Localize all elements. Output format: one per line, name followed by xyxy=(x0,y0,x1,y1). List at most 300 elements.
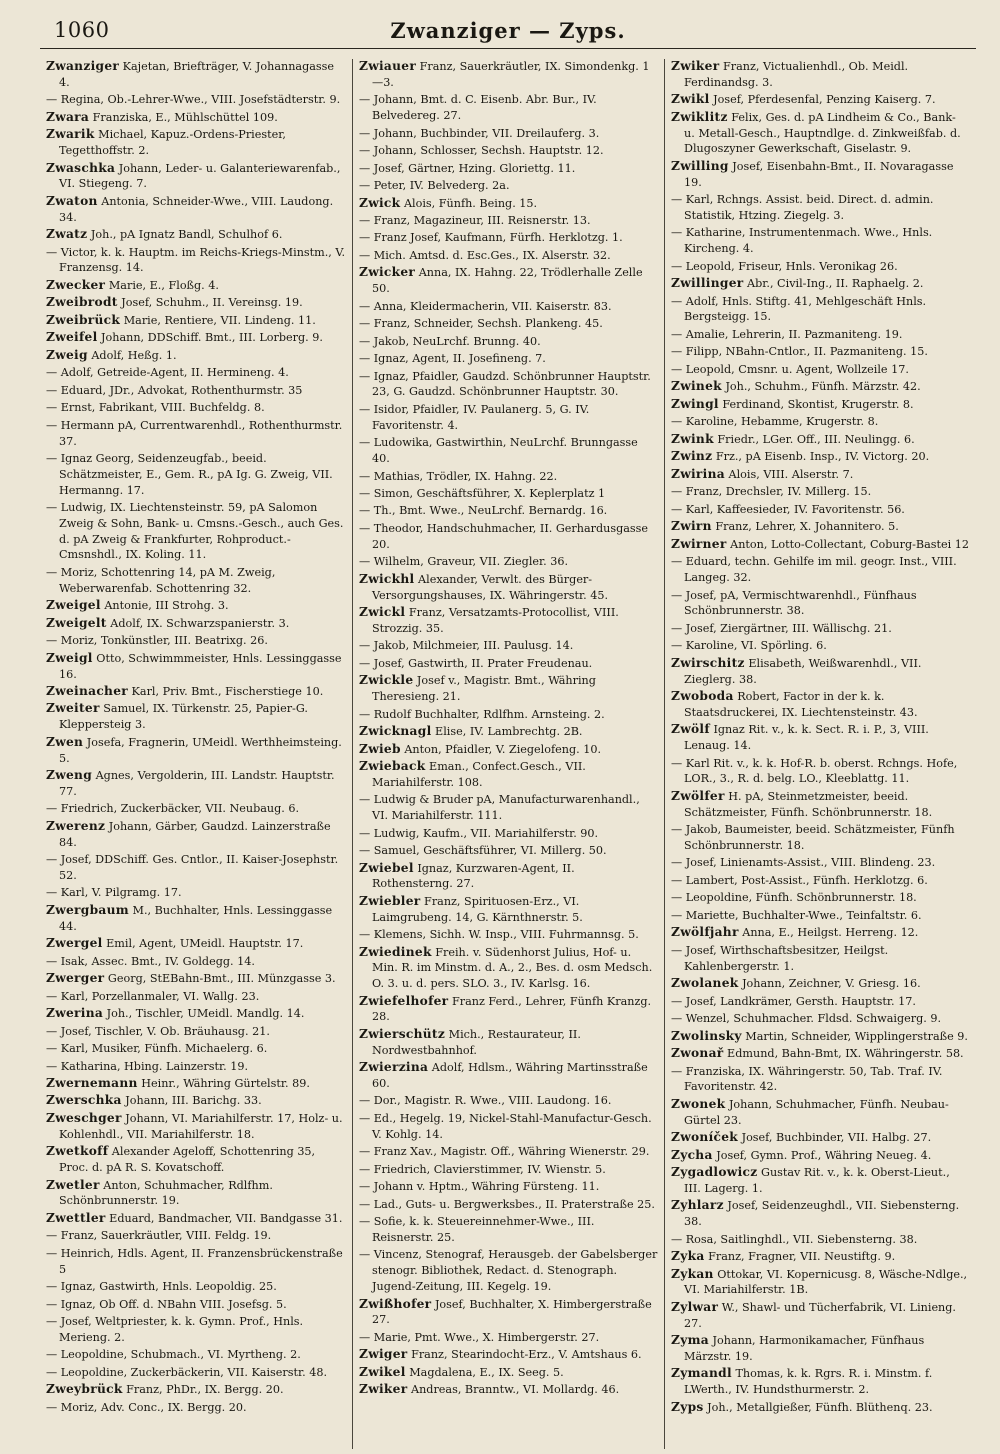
page-number: 1060 xyxy=(54,18,110,42)
entry-details: — Wilhelm, Graveur, VII. Ziegler. 36. xyxy=(359,555,569,569)
directory-entry xyxy=(671,1366,970,1398)
entry-details: Alois, VIII. Alserstr. 7. xyxy=(724,467,854,481)
entry-details: Elise, IV. Lambrechtg. 2B. xyxy=(431,725,583,739)
entry-details: Franz, Lehrer, X. Johannitero. 5. xyxy=(711,520,899,534)
entry-details: — Johann, Bmt. d. C. Eisenb. Abr. Bur., IV. Belvedereg. 27. xyxy=(359,93,597,123)
entry-details: Joh., Metallgießer, Fünfh. Blüthenq. 23. xyxy=(703,1400,933,1414)
entry-surname: Zwonař xyxy=(671,1046,724,1061)
entry-surname: Zwicknagl xyxy=(359,724,432,739)
entry-details: — Mich. Amtsd. d. Esc.Ges., IX. Alserstr. 32. xyxy=(359,248,611,262)
directory-entry xyxy=(671,722,970,754)
entry-details: H. pA, Steinmetzmeister, beeid. Schätzmeister, Fünfh. Schönbrunnerstr. 18. xyxy=(684,789,933,819)
entry-details: Heinr., Währing Gürtelstr. 89. xyxy=(137,1077,310,1090)
directory-entry xyxy=(46,348,346,364)
entry-surname: Zwanziger xyxy=(46,59,120,73)
entry-surname: Zwerenz xyxy=(46,818,106,833)
entry-details: — Karl, V. Pilgramg. 17. xyxy=(46,886,182,900)
entry-details: Michael, Kapuz.-Ordens-Priester, Tegetthoffstr. 2. xyxy=(59,128,286,158)
entry-surname: Zwiker xyxy=(671,59,720,73)
entry-details: Frz., pA Eisenb. Insp., IV. Victorg. 20. xyxy=(712,450,930,464)
entry-surname: Zyka xyxy=(671,1249,705,1264)
entry-details: Alexander, Verwlt. des Bürger-Versorgungshauses, IX. Währingerstr. 45. xyxy=(372,572,609,602)
directory-entry xyxy=(671,294,970,326)
directory-entry xyxy=(46,365,346,381)
entry-surname: Zweig xyxy=(46,347,88,362)
directory-entry xyxy=(671,379,970,395)
directory-entry xyxy=(359,605,658,637)
directory-entry xyxy=(671,484,970,500)
entry-details: Marie, E., Floßg. 4. xyxy=(105,278,219,292)
directory-entry xyxy=(671,1029,970,1045)
directory-entry xyxy=(671,92,970,108)
entry-details: — Johann v. Hptm., Währing Fürsteng. 11. xyxy=(359,1180,600,1194)
entry-details: — Marie, Pmt. Wwe., X. Himbergerstr. 27. xyxy=(359,1330,600,1344)
directory-entry xyxy=(359,861,658,893)
directory-entry xyxy=(46,616,346,632)
directory-entry xyxy=(46,330,346,346)
entry-details: Andreas, Branntw., VI. Mollardg. 46. xyxy=(407,1383,620,1397)
directory-entry xyxy=(671,1011,970,1027)
directory-entry xyxy=(46,684,346,700)
entry-details: — Leopold, Cmsnr. u. Agent, Wollzeile 17. xyxy=(671,362,909,376)
directory-entry xyxy=(359,316,658,332)
entry-details: Otto, Schwimmmeister, Hnls. Lessinggasse 16. xyxy=(59,651,342,681)
entry-details: — Katharina, Hbing. Lainzerstr. 19. xyxy=(46,1059,249,1073)
entry-details: — Ignaz, Gastwirth, Hnls. Leopoldig. 25. xyxy=(46,1280,277,1294)
entry-details: Franz, Spirituosen-Erz., VI. Laimgrubeng. 14, G. Kärnthnerstr. 5. xyxy=(372,894,583,924)
directory-entry xyxy=(46,400,346,416)
entry-surname: Zwölfjahr xyxy=(671,925,739,940)
page-title: Zwanziger — Zyps. xyxy=(390,18,626,43)
entry-details: Mich., Restaurateur, II. Nordwestbahnhof. xyxy=(372,1027,581,1057)
entry-surname: Zwißhofer xyxy=(359,1296,432,1311)
directory-entry xyxy=(46,127,346,159)
directory-entry xyxy=(671,1130,970,1146)
directory-entry xyxy=(46,598,346,614)
directory-entry xyxy=(46,1024,346,1040)
entry-surname: Zwecker xyxy=(46,277,106,292)
directory-entry xyxy=(46,1178,346,1210)
directory-entry xyxy=(671,1249,970,1265)
entry-details: Friedr., LGer. Off., III. Neulingg. 6. xyxy=(713,432,915,446)
entry-details: Josef, Eisenbahn-Bmt., II. Novaragasse 19. xyxy=(684,159,954,189)
directory-entry xyxy=(46,1279,346,1295)
entry-surname: Zwergel xyxy=(46,936,103,951)
directory-entry xyxy=(671,1097,970,1129)
entry-details: Alois, Fünfh. Being. 15. xyxy=(400,196,538,210)
directory-entry xyxy=(46,227,346,243)
entry-surname: Zwirschitz xyxy=(671,655,745,670)
entry-details: — Rosa, Saitlinghdl., VII. Siebensterng. 38. xyxy=(671,1232,918,1246)
directory-entry xyxy=(46,1347,346,1363)
entry-details: — Karl Rit. v., k. k. Hof-R. b. oberst. Rchngs. Hofe, LOR., 3., R. d. belg. LO., Kleeblattg. 11. xyxy=(671,756,958,786)
directory-entry xyxy=(671,432,970,448)
directory-entry xyxy=(46,1365,346,1381)
entry-surname: Zwergbaum xyxy=(46,902,129,917)
entry-details: Agnes, Vergolderin, III. Landstr. Hauptstr. 77. xyxy=(59,769,335,798)
entry-details: — Moriz, Schottenring 14, pA M. Zweig, Weberwarenfab. Schottenring 32. xyxy=(46,565,276,595)
directory-entry xyxy=(359,299,658,315)
directory-entry xyxy=(671,1165,970,1197)
entry-details: — Johann, Buchbinder, VII. Dreilauferg. 3. xyxy=(359,126,600,140)
directory-entry xyxy=(671,1267,970,1299)
entry-details: — Simon, Geschäftsführer, X. Keplerplatz 1 xyxy=(359,486,606,500)
directory-entry xyxy=(46,768,346,800)
directory-entry xyxy=(359,503,658,519)
entry-surname: Zwicker xyxy=(359,265,416,280)
directory-entry xyxy=(46,1382,346,1398)
directory-entry xyxy=(671,588,970,620)
directory-entry xyxy=(671,1046,970,1062)
entry-details: Josef, Schuhm., II. Vereinsg. 19. xyxy=(117,296,303,310)
directory-entry xyxy=(46,1144,346,1176)
entry-details: — Ignaz, Pfaidler, Gaudzd. Schönbrunner Hauptstr. 23, G. Gaudzd. Schönbrunner Hauptstr. 30. xyxy=(359,369,651,399)
entry-details: — Karl, Kaffeesieder, IV. Favoritenstr. 56. xyxy=(671,502,905,516)
entry-details: Georg, StEBahn-Bmt., III. Münzgasse 3. xyxy=(104,972,336,986)
entry-details: — Leopoldine, Fünfh. Schönbrunnerstr. 18. xyxy=(671,891,917,905)
entry-details: — Moriz, Adv. Conc., IX. Bergg. 20. xyxy=(46,1400,247,1414)
entry-details: Josef, Gymn. Prof., Währing Neueg. 4. xyxy=(712,1148,932,1162)
entry-details: Joh., pA Ignatz Bandl, Schulhof 6. xyxy=(87,228,283,242)
entry-surname: Zwarik xyxy=(46,127,95,142)
entry-details: — Friedrich, Clavierstimmer, IV. Wienstr. 5. xyxy=(359,1162,606,1176)
entry-surname: Zwölf xyxy=(671,722,710,737)
directory-entry xyxy=(671,943,970,975)
entry-surname: Zwierzina xyxy=(359,1060,429,1075)
directory-entry xyxy=(359,673,658,705)
entry-details: — Eduard, techn. Gehilfe im mil. geogr. Inst., VIII. Langeg. 32. xyxy=(671,555,957,585)
directory-entry xyxy=(359,178,658,194)
entry-surname: Zwieback xyxy=(359,758,426,773)
directory-entry xyxy=(46,1400,346,1416)
entry-details: Josef, Buchbinder, VII. Halbg. 27. xyxy=(738,1131,932,1145)
entry-surname: Zwickl xyxy=(359,605,406,619)
directory-entry xyxy=(359,521,658,553)
directory-entry xyxy=(46,1297,346,1313)
entry-surname: Zwierschütz xyxy=(359,1026,446,1041)
directory-entry xyxy=(46,59,346,91)
directory-entry xyxy=(359,826,658,842)
entry-details: Antonia, Schneider-Wwe., VIII. Laudong. 34. xyxy=(59,194,334,224)
entry-details: — Ignaz Georg, Seidenzeugfab., beeid. Schätzmeister, E., Gem. R., pA Ig. G. Zweig, VII. Hermanng. 17. xyxy=(46,452,333,497)
directory-entry xyxy=(671,1300,970,1332)
directory-entry xyxy=(359,435,658,467)
entry-details: Johann, Harmonikamacher, Fünfhaus Märzstr. 19. xyxy=(684,1334,925,1363)
directory-entry xyxy=(46,1076,346,1092)
entry-surname: Zweinacher xyxy=(46,683,128,698)
entry-details: — Ernst, Fabrikant, VIII. Buchfeldg. 8. xyxy=(46,401,265,415)
entry-details: — Jakob, Milchmeier, III. Paulusg. 14. xyxy=(359,639,574,653)
entry-details: Kajetan, Briefträger, V. Johannagasse 4. xyxy=(59,60,335,89)
directory-entry xyxy=(671,1064,970,1096)
entry-surname: Zweibrodt xyxy=(46,295,118,310)
page-header xyxy=(40,14,976,49)
directory-entry xyxy=(359,1162,658,1178)
entry-surname: Zwonek xyxy=(671,1096,726,1111)
entry-surname: Zygadlowicz xyxy=(671,1165,758,1180)
entry-details: Anton, Lotto-Collectant, Coburg-Bastei 12 xyxy=(726,537,970,551)
entry-details: Franz, Fragner, VII. Neustiftg. 9. xyxy=(704,1250,896,1264)
entry-surname: Zwerger xyxy=(46,971,105,986)
entry-surname: Zweigl xyxy=(46,650,93,665)
entry-details: Antonie, III Strohg. 3. xyxy=(100,599,229,613)
entry-details: — Rudolf Buchhalter, Rdlfhm. Arnsteing. 2. xyxy=(359,707,605,721)
entry-details: — Leopold, Friseur, Hnls. Veronikag 26. xyxy=(671,259,898,273)
entry-details: — Franz, Magazineur, III. Reisnerstr. 13. xyxy=(359,213,591,227)
entry-details: Anton, Schuhmacher, Rdlfhm. Schönbrunnerstr. 19. xyxy=(59,1178,273,1208)
entry-surname: Zwetkoff xyxy=(46,1144,109,1159)
entry-surname: Zweybrück xyxy=(46,1382,123,1397)
directory-entry xyxy=(46,451,346,498)
directory-entry xyxy=(359,196,658,212)
directory-entry xyxy=(46,383,346,399)
entry-details: — Mariette, Buchhalter-Wwe., Teinfaltstr. 6. xyxy=(671,908,922,922)
entry-details: — Ignaz, Ob Off. d. NBahn VIII. Josefsg. 5. xyxy=(46,1297,287,1311)
entry-details: Adolf, Hdlsm., Währing Martinsstraße 60. xyxy=(372,1061,648,1090)
directory-entry xyxy=(359,1111,658,1143)
directory-entry xyxy=(46,1228,346,1244)
entry-surname: Zwiefelhofer xyxy=(359,993,449,1008)
entry-details: — Karoline, VI. Spörling. 6. xyxy=(671,639,827,653)
directory-entry xyxy=(359,707,658,723)
directory-entry xyxy=(671,1148,970,1164)
entry-details: — Moriz, Tonkünstler, III. Beatrixg. 26. xyxy=(46,634,268,648)
directory-entry xyxy=(359,1297,658,1329)
entry-details: Adolf, IX. Schwarzspanierstr. 3. xyxy=(106,616,290,630)
entry-details: — Adolf, Getreide-Agent, II. Hermineng. 4. xyxy=(46,366,289,380)
directory-entry xyxy=(46,801,346,817)
entry-details: — Anna, Kleidermacherin, VII. Kaiserstr. 83. xyxy=(359,299,612,313)
entry-details: Johann, Leder- u. Galanteriewarenfab., VI. Stiegeng. 7. xyxy=(59,161,341,191)
entry-details: — Mathias, Trödler, IX. Hahng. 22. xyxy=(359,469,558,483)
directory-entry xyxy=(46,936,346,952)
entry-details: Josef v., Magistr. Bmt., Währing Theresieng. 21. xyxy=(372,674,596,704)
directory-entry xyxy=(359,369,658,401)
entry-details: — Leopoldine, Zuckerbäckerin, VII. Kaiserstr. 48. xyxy=(46,1365,328,1379)
directory-column-2 xyxy=(352,59,664,1449)
entry-surname: Zycha xyxy=(671,1147,713,1162)
directory-entry xyxy=(359,1247,658,1294)
entry-details: — Dor., Magistr. R. Wwe., VIII. Laudong. 16. xyxy=(359,1094,612,1108)
directory-entry xyxy=(671,159,970,191)
entry-details: — Friedrich, Zuckerbäcker, VII. Neubaug. 6. xyxy=(46,802,300,816)
entry-surname: Zyma xyxy=(671,1333,709,1348)
entry-details: — Franz, Schneider, Sechsh. Plankeng. 45. xyxy=(359,317,603,331)
directory-entry xyxy=(359,1382,658,1398)
directory-entry xyxy=(359,1197,658,1213)
directory-entry xyxy=(671,449,970,465)
directory-entry xyxy=(671,537,970,553)
entry-details: — Sofie, k. k. Steuereinnehmer-Wwe., III. Reisnerstr. 25. xyxy=(359,1215,595,1244)
entry-details: Franziska, E., Mühlschüttel 109. xyxy=(89,110,278,124)
entry-details: — Isidor, Pfaidler, IV. Paulanerg. 5, G. IV. Favoritenstr. 4. xyxy=(359,402,590,432)
directory-entry xyxy=(359,469,658,485)
entry-details: — Franz, Sauerkräutler, VIII. Feldg. 19. xyxy=(46,1229,272,1243)
entry-details: — Theodor, Handschuhmacher, II. Gerhardusgasse 20. xyxy=(359,521,649,551)
directory-entry xyxy=(671,225,970,257)
directory-entry xyxy=(359,230,658,246)
directory-entry xyxy=(46,971,346,987)
directory-entry xyxy=(671,519,970,535)
entry-details: Franz, Stearindocht-Erz., V. Amtshaus 6. xyxy=(407,1348,642,1362)
entry-details: — Karl, Rchngs. Assist. beid. Direct. d. admin. Statistik, Htzing. Ziegelg. 3. xyxy=(671,193,934,222)
directory-entry xyxy=(359,1027,658,1059)
entry-surname: Zwiebler xyxy=(359,893,421,908)
entry-details: Robert, Factor in der k. k. Staatsdruckerei, IX. Liechtensteinstr. 43. xyxy=(684,690,918,719)
entry-details: — Peter, IV. Belvederg. 2a. xyxy=(359,179,510,193)
entry-surname: Zweibrück xyxy=(46,312,121,327)
entry-details: — Victor, k. k. Hauptm. im Reichs-Kriegs-Minstm., V. Franzensg. 14. xyxy=(46,245,346,275)
directory-entry xyxy=(671,362,970,378)
directory-entry xyxy=(671,1400,970,1416)
directory-entry xyxy=(46,651,346,683)
directory-entry xyxy=(359,656,658,672)
directory-entry xyxy=(359,486,658,502)
entry-details: — Karoline, Hebamme, Krugerstr. 8. xyxy=(671,415,879,429)
directory-entry xyxy=(671,554,970,586)
entry-details: — Josef, Landkrämer, Gersth. Hauptstr. 17. xyxy=(671,994,916,1008)
directory-entry xyxy=(46,418,346,450)
entry-surname: Zwickhl xyxy=(359,571,415,586)
directory-entry xyxy=(46,1006,346,1022)
entry-surname: Zwiker xyxy=(359,1382,408,1397)
directory-entry xyxy=(46,852,346,884)
entry-details: W., Shawl- und Tücherfabrik, VI. Linieng. 27. xyxy=(684,1300,956,1330)
entry-details: Elisabeth, Weißwarenhdl., VII. Zieglerg. 38. xyxy=(684,656,922,686)
entry-surname: Zwolanek xyxy=(671,976,739,991)
entry-surname: Zykan xyxy=(671,1266,714,1281)
directory-entry xyxy=(46,885,346,901)
entry-details: Eman., Confect.Gesch., VII. Mariahilferstr. 108. xyxy=(372,759,586,789)
directory-entry xyxy=(359,126,658,142)
directory-entry xyxy=(46,1041,346,1057)
entry-details: Freih. v. Südenhorst Julius, Hof- u. Min. R. im Minstm. d. A., 2., Bes. d. osm Medsch. O. 3. u. d. pers. SLO. 3., IV. Karlsg. 16. xyxy=(372,945,653,991)
entry-surname: Zwoboda xyxy=(671,689,734,704)
entry-details: — Wenzel, Schuhmacher. Fldsd. Schwaigerg. 9. xyxy=(671,1012,942,1026)
entry-surname: Zyps xyxy=(671,1399,704,1414)
entry-details: — Josef, Wirthschaftsbesitzer, Heilgst. Kahlenbergerstr. 1. xyxy=(671,943,889,973)
entry-details: — Hermann pA, Currentwarenhdl., Rothenthurmstr. 37. xyxy=(46,418,343,448)
directory-entry xyxy=(359,248,658,264)
entry-details: — Franz Xav., Magistr. Off., Währing Wienerstr. 29. xyxy=(359,1145,650,1159)
directory-entry xyxy=(359,742,658,758)
directory-entry xyxy=(671,327,970,343)
directory-column-1 xyxy=(40,59,352,1449)
entry-surname: Zwirn xyxy=(671,519,712,534)
directory-entry xyxy=(359,161,658,177)
entry-details: — Samuel, Geschäftsführer, VI. Millerg. 50. xyxy=(359,844,607,858)
entry-details: — Lad., Guts- u. Bergwerksbes., II. Praterstraße 25. xyxy=(359,1197,655,1211)
entry-details: — Franz Josef, Kaufmann, Fürfh. Herklotzg. 1. xyxy=(359,231,623,245)
directory-entry xyxy=(671,1333,970,1365)
directory-entry xyxy=(671,656,970,688)
entry-details: — Josef, Gärtner, Hzing. Gloriettg. 11. xyxy=(359,161,576,175)
directory-entry xyxy=(359,351,658,367)
entry-details: — Josef, Tischler, V. Ob. Bräuhausg. 21. xyxy=(46,1024,270,1038)
directory-entry xyxy=(359,894,658,926)
directory-entry xyxy=(671,1198,970,1230)
entry-surname: Zwinz xyxy=(671,449,713,464)
entry-details: — Katharine, Instrumentenmach. Wwe., Hnls. Kircheng. 4. xyxy=(671,226,933,256)
directory-entry xyxy=(46,278,346,294)
entry-details: — Ed., Hegelg. 19, Nickel-Stahl-Manufactur-Gesch. V. Kohlg. 14. xyxy=(359,1111,652,1141)
entry-details: — Eduard, JDr., Advokat, Rothenthurmstr. 35 xyxy=(46,383,303,397)
entry-surname: Zwaton xyxy=(46,193,98,208)
directory-entry xyxy=(359,1365,658,1381)
directory-entry xyxy=(671,414,970,430)
entry-details: Anton, Pfaidler, V. Ziegelofeng. 10. xyxy=(400,742,602,756)
entry-details: — Ignaz, Agent, II. Josefineng. 7. xyxy=(359,352,546,366)
entry-details: — Heinrich, Hdls. Agent, II. Franzensbrückenstraße 5 xyxy=(46,1246,343,1276)
directory-entry xyxy=(359,265,658,297)
entry-surname: Zwillinger xyxy=(671,276,744,291)
directory-entry xyxy=(46,903,346,935)
entry-details: — Franz, Drechsler, IV. Millerg. 15. xyxy=(671,485,872,499)
entry-details: — Ludwig & Bruder pA, Manufacturwarenhandl., VI. Mariahilferstr. 111. xyxy=(359,793,640,823)
entry-details: Franz, PhDr., IX. Bergg. 20. xyxy=(122,1383,284,1397)
entry-details: Anna, E., Heilgst. Herreng. 12. xyxy=(738,926,919,940)
directory-entry xyxy=(359,1144,658,1160)
entry-surname: Zwieb xyxy=(359,741,401,756)
entry-details: — Th., Bmt. Wwe., NeuLrchf. Bernardg. 16. xyxy=(359,504,608,518)
entry-surname: Zwiauer xyxy=(359,59,417,73)
directory-entry xyxy=(46,161,346,193)
entry-surname: Zweigel xyxy=(46,598,101,613)
directory-entry xyxy=(359,213,658,229)
directory-entry xyxy=(359,638,658,654)
directory-entry xyxy=(671,397,970,413)
directory-columns xyxy=(40,59,976,1449)
entry-surname: Zwoníček xyxy=(671,1130,739,1145)
directory-entry xyxy=(671,994,970,1010)
entry-details: Magdalena, E., IX. Seeg. 5. xyxy=(405,1365,564,1379)
entry-details: Josef, Buchhalter, X. Himbergerstraße 27. xyxy=(372,1297,652,1327)
entry-details: — Johann, Schlosser, Sechsh. Hauptstr. 12. xyxy=(359,144,604,158)
entry-details: Josefa, Fragnerin, UMeidl. Werthheimsteing. 5. xyxy=(59,735,342,765)
directory-entry xyxy=(671,467,970,483)
directory-entry xyxy=(671,192,970,224)
entry-details: Edmund, Bahn-Bmt, IX. Währingerstr. 58. xyxy=(723,1047,964,1061)
entry-details: — Josef, DDSchiff. Ges. Cntlor., II. Kaiser-Josephstr. 52. xyxy=(46,853,339,882)
entry-details: Anna, IX. Hahng. 22, Trödlerhalle Zelle 50. xyxy=(372,266,643,296)
directory-entry xyxy=(671,276,970,292)
entry-surname: Zwerschka xyxy=(46,1093,122,1108)
entry-details: Johann, Schuhmacher, Fünfh. Neubau-Gürtel 23. xyxy=(684,1097,949,1127)
entry-surname: Zwikl xyxy=(671,92,710,107)
directory-entry xyxy=(46,989,346,1005)
entry-details: Adolf, Heßg. 1. xyxy=(87,348,177,362)
entry-surname: Zyhlarz xyxy=(671,1198,724,1213)
directory-entry xyxy=(671,502,970,518)
directory-entry xyxy=(46,633,346,649)
entry-details: Josef, Seidenzeughdl., VII. Siebensterng. 38. xyxy=(684,1199,960,1229)
entry-surname: Zylwar xyxy=(671,1299,719,1314)
directory-entry xyxy=(359,1060,658,1092)
entry-surname: Zwiedinek xyxy=(359,944,432,959)
entry-surname: Zweng xyxy=(46,768,93,783)
directory-entry xyxy=(46,1314,346,1346)
entry-surname: Zwink xyxy=(671,431,714,446)
directory-entry xyxy=(671,638,970,654)
directory-entry xyxy=(46,1211,346,1227)
entry-surname: Zwick xyxy=(359,195,401,210)
entry-surname: Zwolinsky xyxy=(671,1028,742,1043)
entry-details: Johann, DDSchiff. Bmt., III. Lorberg. 9. xyxy=(97,331,323,345)
entry-details: — Josef, pA, Vermischtwarenhdl., Fünfhaus Schönbrunnerstr. 38. xyxy=(671,588,917,618)
directory-entry xyxy=(359,945,658,992)
directory-entry xyxy=(46,1111,346,1143)
entry-details: — Adolf, Hnls. Stiftg. 41, Mehlgeschäft Hnls. Bergsteigg. 15. xyxy=(671,294,927,324)
